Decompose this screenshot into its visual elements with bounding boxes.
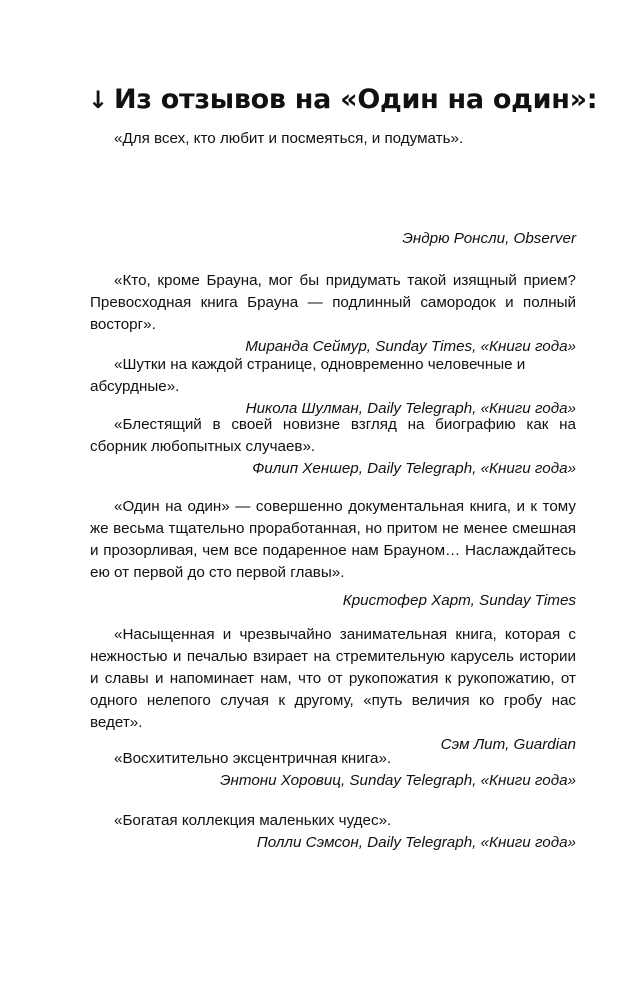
review-author: Миранда Сеймур, Sunday Times, «Книги года» bbox=[245, 338, 576, 355]
review-5 bbox=[90, 496, 576, 612]
review-author: Филип Хеншер, Daily Telegraph, «Книги года» bbox=[252, 460, 576, 477]
review-quote: «Блестящий в своей новизне взгляд на биографию как на сборник любопытных случаев». bbox=[90, 416, 576, 455]
review-1 bbox=[90, 128, 576, 150]
review-quote: «Насыщенная и чрезвычайно занимательная книга, которая с нежностью и печалью взирает на стремительную карусель истории и славы и напоминает нам, что от рукопожатия к рукопожатию, от одного нелепого случая к другому, «путь величия ко гробу нас ведет». bbox=[90, 626, 576, 731]
review-quote: «Для всех, кто любит и посмеяться, и подумать». bbox=[114, 130, 464, 147]
review-3 bbox=[90, 354, 576, 420]
review-quote: «Восхитительно эксцентричная книга». bbox=[114, 750, 392, 767]
section-heading bbox=[88, 84, 608, 115]
review-quote: «Богатая коллекция маленьких чудес». bbox=[114, 812, 392, 829]
review-quote: «Кто, кроме Брауна, мог бы придумать такой изящный прием? Превосходная книга Брауна — подлинный самородок и полный восторг». bbox=[90, 272, 576, 333]
review-4 bbox=[90, 414, 576, 480]
review-quote: «Один на один» — совершенно документальная книга, и к тому же весьма тщательно проработанная, но притом не менее смешная и прозорливая, чем все подаренное нам Брауном… Наслаждайтесь ею от первой до сто первой главы». bbox=[90, 498, 576, 581]
down-arrow-icon: ↓ bbox=[88, 85, 108, 114]
review-quote: «Шутки на каждой странице, одновременно человечные и абсурдные». bbox=[90, 356, 526, 395]
review-author: Никола Шулман, Daily Telegraph, «Книги года» bbox=[245, 400, 576, 417]
review-8 bbox=[90, 810, 576, 854]
section-title: Из отзывов на «Один на один»: bbox=[114, 84, 598, 115]
review-author: Полли Сэмсон, Daily Telegraph, «Книги года» bbox=[256, 834, 576, 851]
review-author: Кристофер Харт, Sunday Times bbox=[342, 592, 576, 609]
review-author: Энтони Хоровиц, Sunday Telegraph, «Книги года» bbox=[219, 772, 576, 789]
review-6 bbox=[90, 624, 576, 756]
review-author: Сэм Лит, Guardian bbox=[440, 736, 576, 753]
review-1-attribution bbox=[90, 228, 576, 250]
review-7 bbox=[90, 748, 576, 792]
review-2 bbox=[90, 270, 576, 358]
review-author: Эндрю Ронсли, Observer bbox=[402, 230, 576, 247]
